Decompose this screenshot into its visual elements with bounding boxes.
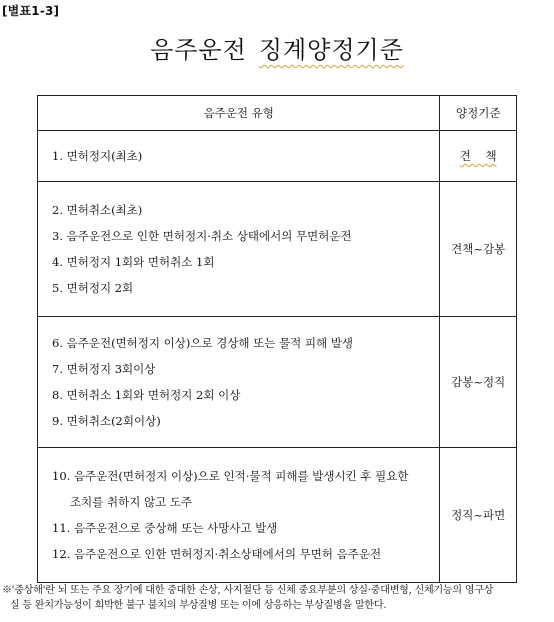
violation-item: 8. 면허취소 1회와 면허정지 2회 이상 <box>52 388 241 402</box>
header-standard: 양정기준 <box>440 96 517 131</box>
violation-list <box>38 448 440 583</box>
violation-item: 7. 면허정지 3회이상 <box>52 362 156 376</box>
standard-cell <box>440 317 517 448</box>
violation-item-continuation: 조치를 취하지 않고 도주 <box>70 495 193 509</box>
standard-value: 견책~감봉 <box>451 242 506 256</box>
title-part-disciplinary-standard: 징계양정기준 <box>258 36 404 64</box>
header-type: 음주운전 유형 <box>38 96 440 131</box>
table-row <box>38 131 517 182</box>
violation-item: 1. 면허정지(최초) <box>52 149 143 163</box>
violation-item: 3. 음주운전으로 인한 면허정지·취소 상태에서의 무면허운전 <box>52 229 352 243</box>
standard-value: 감봉~정직 <box>451 375 506 389</box>
violation-item: 2. 면허취소(최초) <box>52 203 143 217</box>
standard-cell <box>440 448 517 583</box>
footnote <box>2 583 552 613</box>
violation-list <box>38 182 440 317</box>
standard-value: 견 책 <box>459 149 497 163</box>
disciplinary-standard-table <box>37 95 517 583</box>
table-row <box>38 317 517 448</box>
violation-item: 11. 음주운전으로 중상해 또는 사망사고 발생 <box>52 521 278 535</box>
title-part-drunk-driving: 음주운전 <box>150 36 247 64</box>
footnote-line: 실 등 완치가능성이 희박한 불구 불치의 부상질병 또는 이에 상응하는 부상질병을 말한다. <box>10 600 387 611</box>
violation-item: 6. 음주운전(면허정지 이상)으로 경상해 또는 물적 피해 발생 <box>52 336 354 350</box>
page-title <box>0 30 554 65</box>
violation-item: 9. 면허취소(2회이상) <box>52 414 161 428</box>
attachment-label: [별표1-3] <box>2 4 60 18</box>
violation-item: 12. 음주운전으로 인한 면허정지·취소상태에서의 무면허 음주운전 <box>52 547 382 561</box>
table-row <box>38 448 517 583</box>
violation-list <box>38 131 440 182</box>
violation-item: 10. 음주운전(면허정지 이상)으로 인적·물적 피해를 발생시킨 후 필요한 <box>52 469 409 483</box>
standard-value: 정직~파면 <box>451 508 506 522</box>
violation-item: 4. 면허정지 1회와 면허취소 1회 <box>52 255 215 269</box>
standard-cell <box>440 131 517 182</box>
table-row <box>38 182 517 317</box>
table-header-row <box>38 96 517 131</box>
violation-list <box>38 317 440 448</box>
footnote-line: ※'중상해'란 뇌 또는 주요 장기에 대한 중대한 손상, 사지절단 등 신체 중요부분의 상실·중대변형, 신체기능의 영구상 <box>2 585 494 596</box>
standard-cell <box>440 182 517 317</box>
violation-item: 5. 면허정지 2회 <box>52 281 134 295</box>
